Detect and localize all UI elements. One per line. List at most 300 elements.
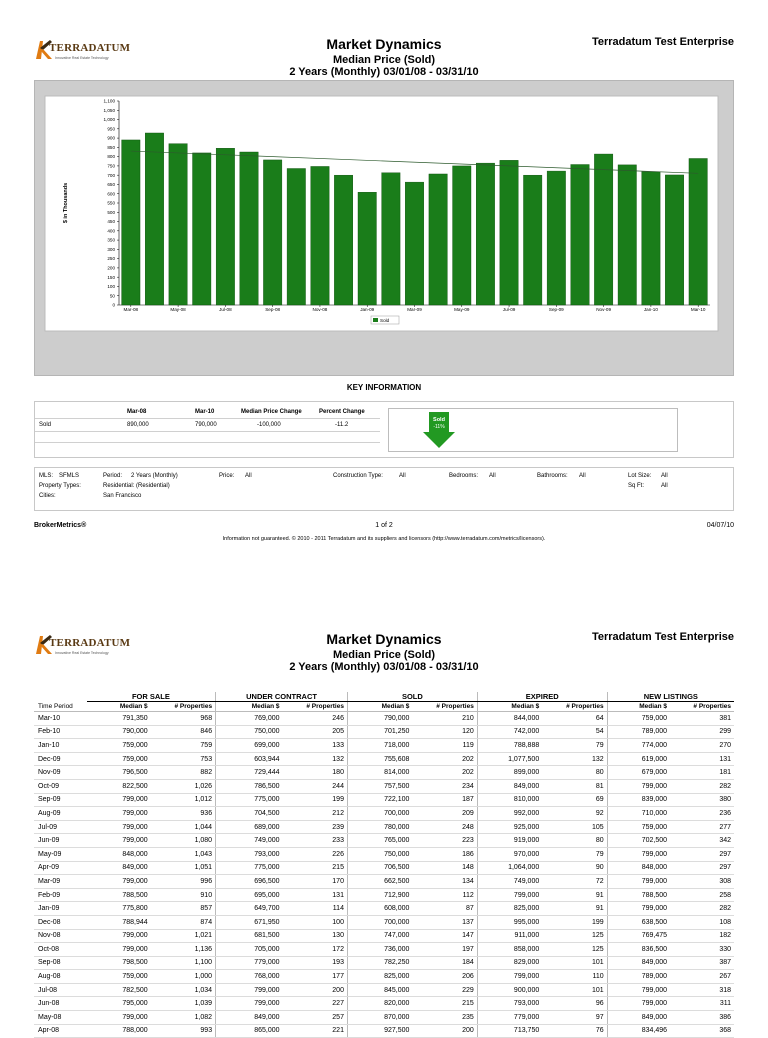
logo-tagline: Innovative Real Estate Technology [55, 651, 109, 655]
row-value-cell: 782,500 [87, 983, 151, 997]
row-value-cell: 996 [151, 875, 216, 889]
row-value-cell: 769,000 [216, 712, 283, 726]
y-tick-label: 500 [107, 209, 115, 215]
row-value-cell: 380 [670, 793, 734, 807]
row-value-cell: 844,000 [477, 712, 542, 726]
key-row-label: Sold [39, 422, 52, 428]
bar-apr-09 [429, 174, 447, 305]
row-value-cell: 846 [151, 725, 216, 739]
row-value-cell: 820,000 [347, 997, 412, 1011]
filter-property-label: Property Types: [39, 483, 81, 489]
row-value-cell: 1,039 [151, 997, 216, 1011]
row-value-cell: 791,350 [87, 712, 151, 726]
table-row [34, 766, 734, 780]
row-value-cell: 768,000 [216, 970, 283, 984]
row-value-cell: 81 [542, 779, 607, 793]
row-value-cell: 197 [412, 943, 477, 957]
y-tick-label: 800 [107, 154, 115, 160]
row-value-cell: 704,500 [216, 807, 283, 821]
row-value-cell: 227 [283, 997, 348, 1011]
row-value-cell: 849,000 [216, 1011, 283, 1025]
row-value-cell: 54 [542, 725, 607, 739]
bar-jun-09 [476, 163, 494, 305]
row-value-cell: 995,000 [477, 915, 542, 929]
key-header-mar10: Mar-10 [195, 409, 215, 415]
group-sold: SOLD [347, 692, 477, 702]
row-value-cell: 386 [670, 1011, 734, 1025]
row-value-cell: 742,000 [477, 725, 542, 739]
filter-sqft-label: Sq Ft: [628, 483, 645, 489]
row-value-cell: 181 [670, 766, 734, 780]
row-value-cell: 64 [542, 712, 607, 726]
group-expired: EXPIRED [477, 692, 607, 702]
x-tick-label: May-09 [454, 307, 470, 312]
y-tick-label: 1,100 [103, 98, 115, 104]
row-value-cell: 755,608 [347, 752, 412, 766]
row-value-cell: 184 [412, 956, 477, 970]
y-tick-label: 100 [107, 284, 115, 290]
bar-sep-08 [263, 160, 281, 305]
row-value-cell: 799,000 [607, 847, 670, 861]
row-value-cell: 608,000 [347, 902, 412, 916]
row-value-cell: 769,475 [607, 929, 670, 943]
row-value-cell: 182 [670, 929, 734, 943]
row-value-cell: 789,000 [607, 970, 670, 984]
company-name: Terradatum Test Enterprise [591, 36, 734, 48]
row-value-cell: 257 [283, 1011, 348, 1025]
y-tick-label: 950 [107, 126, 115, 132]
row-value-cell: 671,950 [216, 915, 283, 929]
row-period-cell: May-08 [34, 1011, 87, 1025]
row-value-cell: 814,000 [347, 766, 412, 780]
table-row [34, 983, 734, 997]
row-value-cell: 700,000 [347, 807, 412, 821]
row-period-cell: Sep-08 [34, 956, 87, 970]
row-value-cell: 299 [670, 725, 734, 739]
logo-brand-text: TERRADATUM [49, 42, 131, 54]
report-subtitle-page2: Median Price (Sold) [332, 649, 436, 661]
row-period-cell: Jan-10 [34, 739, 87, 753]
bar-aug-09 [523, 175, 541, 305]
row-value-cell: 1,000 [151, 970, 216, 984]
row-value-cell: 798,500 [87, 956, 151, 970]
table-row [34, 807, 734, 821]
row-value-cell: 223 [412, 834, 477, 848]
row-value-cell: 221 [283, 1024, 348, 1038]
row-value-cell: 849,000 [87, 861, 151, 875]
row-value-cell: 87 [412, 902, 477, 916]
row-value-cell: 1,077,500 [477, 752, 542, 766]
row-value-cell: 125 [542, 929, 607, 943]
row-value-cell: 799,000 [87, 943, 151, 957]
row-value-cell: 387 [670, 956, 734, 970]
row-value-cell: 796,500 [87, 766, 151, 780]
row-value-cell: 209 [412, 807, 477, 821]
row-value-cell: 793,000 [216, 847, 283, 861]
report-period: 2 Years (Monthly) 03/01/08 - 03/31/10 [289, 66, 479, 78]
row-value-cell: 799,000 [216, 983, 283, 997]
row-period-cell: Aug-08 [34, 970, 87, 984]
report-title: Market Dynamics [326, 36, 442, 52]
row-value-cell: 248 [412, 820, 477, 834]
y-tick-label: 250 [107, 256, 115, 262]
row-value-cell: 799,000 [607, 997, 670, 1011]
row-value-cell: 72 [542, 875, 607, 889]
row-value-cell: 318 [670, 983, 734, 997]
row-value-cell: 1,082 [151, 1011, 216, 1025]
chart-panel [34, 80, 734, 376]
y-tick-label: 850 [107, 144, 115, 150]
row-value-cell: 649,700 [216, 902, 283, 916]
report-subtitle: Median Price (Sold) [332, 54, 436, 66]
row-value-cell: 200 [283, 983, 348, 997]
x-tick-label: Nov-09 [596, 307, 612, 312]
bar-mar-10 [689, 158, 707, 305]
bar-mar-09 [405, 182, 423, 305]
row-value-cell: 705,000 [216, 943, 283, 957]
x-tick-label: Sep-08 [265, 307, 281, 312]
row-value-cell: 793,000 [477, 997, 542, 1011]
table-row [34, 970, 734, 984]
bar-jul-08 [216, 148, 234, 305]
key-info-title: KEY INFORMATION [346, 383, 422, 392]
row-value-cell: 297 [670, 861, 734, 875]
market-data-table [34, 692, 734, 1038]
footer-page-number: 1 of 2 [375, 522, 393, 529]
filters-box [34, 467, 734, 511]
row-value-cell: 105 [542, 820, 607, 834]
table-row [34, 793, 734, 807]
row-value-cell: 200 [412, 1024, 477, 1038]
row-value-cell: 236 [670, 807, 734, 821]
row-value-cell: 131 [670, 752, 734, 766]
bar-dec-08 [334, 175, 352, 305]
row-value-cell: 759,000 [87, 970, 151, 984]
row-value-cell: 277 [670, 820, 734, 834]
row-value-cell: 91 [542, 902, 607, 916]
table-row [34, 779, 734, 793]
header-median-under-contract: Median $ [216, 702, 283, 712]
row-value-cell: 132 [283, 752, 348, 766]
row-period-cell: Apr-09 [34, 861, 87, 875]
row-value-cell: 603,944 [216, 752, 283, 766]
row-value-cell: 799,000 [477, 888, 542, 902]
row-value-cell: 80 [542, 834, 607, 848]
row-value-cell: 1,012 [151, 793, 216, 807]
y-tick-label: 400 [107, 228, 115, 234]
row-value-cell: 910 [151, 888, 216, 902]
table-row [34, 997, 734, 1011]
row-value-cell: 108 [670, 915, 734, 929]
row-value-cell: 899,000 [477, 766, 542, 780]
bar-oct-09 [571, 165, 589, 305]
report-period-page2: 2 Years (Monthly) 03/01/08 - 03/31/10 [289, 661, 479, 673]
row-value-cell: 774,000 [607, 739, 670, 753]
row-value-cell: 701,250 [347, 725, 412, 739]
row-value-cell: 775,000 [216, 793, 283, 807]
row-value-cell: 713,750 [477, 1024, 542, 1038]
row-value-cell: 619,000 [607, 752, 670, 766]
bar-jan-10 [642, 172, 660, 305]
row-value-cell: 1,021 [151, 929, 216, 943]
row-value-cell: 119 [412, 739, 477, 753]
report-title-page2: Market Dynamics [326, 631, 442, 647]
filter-cities-value: San Francisco [103, 493, 142, 499]
row-value-cell: 100 [283, 915, 348, 929]
row-value-cell: 799,000 [87, 1011, 151, 1025]
row-value-cell: 790,000 [347, 712, 412, 726]
row-value-cell: 226 [283, 847, 348, 861]
row-value-cell: 799,000 [87, 929, 151, 943]
row-value-cell: 870,000 [347, 1011, 412, 1025]
group-new-listings: NEW LISTINGS [607, 692, 734, 702]
key-row-change: -100,000 [257, 422, 281, 428]
row-value-cell: 199 [283, 793, 348, 807]
row-value-cell: 927,500 [347, 1024, 412, 1038]
bar-jun-08 [193, 153, 211, 305]
row-value-cell: 96 [542, 997, 607, 1011]
filter-period-value: 2 Years (Monthly) [131, 473, 178, 479]
row-value-cell: 759,000 [607, 820, 670, 834]
row-period-cell: Oct-08 [34, 943, 87, 957]
row-value-cell: 795,000 [87, 997, 151, 1011]
row-value-cell: 696,500 [216, 875, 283, 889]
y-axis-label: $ in Thousands [63, 182, 69, 224]
row-value-cell: 134 [412, 875, 477, 889]
header-properties-expired: # Properties [542, 702, 607, 712]
bar-may-09 [453, 166, 471, 305]
row-value-cell: 749,000 [477, 875, 542, 889]
bar-apr-08 [145, 133, 163, 305]
row-value-cell: 210 [412, 712, 477, 726]
legend-label-sold: Sold [380, 318, 390, 323]
row-value-cell: 199 [542, 915, 607, 929]
row-value-cell: 799,000 [87, 875, 151, 889]
filter-price-value: All [245, 473, 252, 479]
filter-price-label: Price: [219, 473, 235, 479]
y-tick-label: 1,050 [103, 107, 115, 113]
row-value-cell: 736,000 [347, 943, 412, 957]
row-value-cell: 662,500 [347, 875, 412, 889]
row-value-cell: 246 [283, 712, 348, 726]
row-value-cell: 137 [412, 915, 477, 929]
table-row [34, 956, 734, 970]
row-value-cell: 722,100 [347, 793, 412, 807]
filter-construction-label: Construction Type: [333, 473, 383, 479]
table-row [34, 739, 734, 753]
row-value-cell: 849,000 [607, 1011, 670, 1025]
row-period-cell: Nov-08 [34, 929, 87, 943]
row-value-cell: 132 [542, 752, 607, 766]
row-value-cell: 775,800 [87, 902, 151, 916]
row-value-cell: 368 [670, 1024, 734, 1038]
row-value-cell: 186 [412, 847, 477, 861]
table-row [34, 861, 734, 875]
row-value-cell: 788,944 [87, 915, 151, 929]
row-value-cell: 849,000 [477, 779, 542, 793]
row-value-cell: 101 [542, 983, 607, 997]
row-value-cell: 925,000 [477, 820, 542, 834]
row-value-cell: 992,000 [477, 807, 542, 821]
row-value-cell: 712,900 [347, 888, 412, 902]
header-median-new-listings: Median $ [607, 702, 670, 712]
row-value-cell: 729,444 [216, 766, 283, 780]
row-value-cell: 79 [542, 847, 607, 861]
key-row-divider-2 [35, 442, 380, 443]
row-value-cell: 825,000 [347, 970, 412, 984]
filter-property-value: Residential: (Residential) [103, 483, 170, 489]
row-value-cell: 91 [542, 888, 607, 902]
row-value-cell: 90 [542, 861, 607, 875]
table-row [34, 888, 734, 902]
row-value-cell: 718,000 [347, 739, 412, 753]
row-value-cell: 799,000 [216, 997, 283, 1011]
row-value-cell: 235 [412, 1011, 477, 1025]
row-value-cell: 342 [670, 834, 734, 848]
row-value-cell: 239 [283, 820, 348, 834]
row-period-cell: Jul-08 [34, 983, 87, 997]
row-period-cell: Feb-09 [34, 888, 87, 902]
row-value-cell: 759,000 [87, 752, 151, 766]
bar-aug-08 [240, 152, 258, 305]
row-value-cell: 308 [670, 875, 734, 889]
row-value-cell: 759,000 [607, 712, 670, 726]
row-value-cell: 330 [670, 943, 734, 957]
row-value-cell: 799,000 [87, 807, 151, 821]
row-period-cell: Aug-09 [34, 807, 87, 821]
bar-feb-10 [665, 175, 683, 305]
key-row-divider [35, 431, 380, 432]
row-value-cell: 202 [412, 766, 477, 780]
row-value-cell: 297 [670, 847, 734, 861]
y-tick-label: 200 [107, 265, 115, 271]
row-period-cell: Dec-09 [34, 752, 87, 766]
row-value-cell: 270 [670, 739, 734, 753]
table-row [34, 752, 734, 766]
bar-jan-09 [358, 192, 376, 305]
x-tick-label: Jul-08 [219, 307, 232, 312]
row-value-cell: 193 [283, 956, 348, 970]
row-value-cell: 76 [542, 1024, 607, 1038]
table-row [34, 875, 734, 889]
bar-jul-09 [500, 160, 518, 305]
filter-bathrooms-value: All [579, 473, 586, 479]
row-period-cell: Jul-09 [34, 820, 87, 834]
row-value-cell: 702,500 [607, 834, 670, 848]
header-median-expired: Median $ [477, 702, 542, 712]
row-value-cell: 311 [670, 997, 734, 1011]
row-value-cell: 215 [283, 861, 348, 875]
row-value-cell: 968 [151, 712, 216, 726]
header-properties-for-sale: # Properties [151, 702, 216, 712]
row-value-cell: 79 [542, 739, 607, 753]
table-row [34, 902, 734, 916]
y-tick-label: 0 [112, 302, 115, 308]
y-tick-label: 150 [107, 274, 115, 280]
row-value-cell: 749,000 [216, 834, 283, 848]
row-value-cell: 780,000 [347, 820, 412, 834]
row-period-cell: May-09 [34, 847, 87, 861]
y-tick-label: 300 [107, 246, 115, 252]
row-value-cell: 695,000 [216, 888, 283, 902]
row-value-cell: 97 [542, 1011, 607, 1025]
row-value-cell: 1,051 [151, 861, 216, 875]
bar-sep-09 [547, 171, 565, 305]
row-value-cell: 753 [151, 752, 216, 766]
x-tick-label: Mar-08 [123, 307, 139, 312]
header-time-period: Time Period [34, 702, 87, 712]
row-value-cell: 779,000 [216, 956, 283, 970]
row-value-cell: 689,000 [216, 820, 283, 834]
row-value-cell: 114 [283, 902, 348, 916]
row-value-cell: 258 [670, 888, 734, 902]
bar-dec-09 [618, 165, 636, 305]
row-value-cell: 112 [412, 888, 477, 902]
row-value-cell: 638,500 [607, 915, 670, 929]
filter-sqft-value: All [661, 483, 668, 489]
row-value-cell: 172 [283, 943, 348, 957]
row-value-cell: 799,000 [87, 820, 151, 834]
row-value-cell: 874 [151, 915, 216, 929]
key-header-percent-change: Percent Change [319, 409, 365, 415]
row-value-cell: 765,000 [347, 834, 412, 848]
row-period-cell: Dec-08 [34, 915, 87, 929]
table-corner [34, 692, 87, 702]
row-value-cell: 69 [542, 793, 607, 807]
row-value-cell: 858,000 [477, 943, 542, 957]
row-value-cell: 244 [283, 779, 348, 793]
key-row-percent: -11.2 [335, 422, 349, 428]
bar-mar-08 [122, 140, 140, 305]
row-value-cell: 759 [151, 739, 216, 753]
row-value-cell: 822,500 [87, 779, 151, 793]
table-row [34, 929, 734, 943]
legend-swatch [373, 318, 378, 322]
filter-lotsize-value: All [661, 473, 668, 479]
row-value-cell: 936 [151, 807, 216, 821]
row-value-cell: 147 [412, 929, 477, 943]
sold-indicator-label: Sold [433, 417, 445, 423]
bar-feb-09 [382, 173, 400, 305]
key-header-price-change: Median Price Change [241, 409, 302, 415]
row-value-cell: 1,136 [151, 943, 216, 957]
row-value-cell: 788,500 [607, 888, 670, 902]
row-value-cell: 80 [542, 766, 607, 780]
table-row [34, 847, 734, 861]
row-value-cell: 212 [283, 807, 348, 821]
row-value-cell: 882 [151, 766, 216, 780]
row-value-cell: 829,000 [477, 956, 542, 970]
row-value-cell: 782,250 [347, 956, 412, 970]
x-tick-label: Nov-08 [312, 307, 328, 312]
table-row [34, 1011, 734, 1025]
row-period-cell: Oct-09 [34, 779, 87, 793]
row-value-cell: 233 [283, 834, 348, 848]
row-value-cell: 381 [670, 712, 734, 726]
group-under-contract: UNDER CONTRACT [216, 692, 348, 702]
x-tick-label: May-08 [170, 307, 186, 312]
row-value-cell: 825,000 [477, 902, 542, 916]
row-value-cell: 202 [412, 752, 477, 766]
row-value-cell: 1,026 [151, 779, 216, 793]
row-period-cell: Mar-09 [34, 875, 87, 889]
header-median-sold: Median $ [347, 702, 412, 712]
row-value-cell: 779,000 [477, 1011, 542, 1025]
row-value-cell: 679,000 [607, 766, 670, 780]
row-value-cell: 786,500 [216, 779, 283, 793]
filter-cities-label: Cities: [39, 493, 56, 499]
row-period-cell: Jan-09 [34, 902, 87, 916]
